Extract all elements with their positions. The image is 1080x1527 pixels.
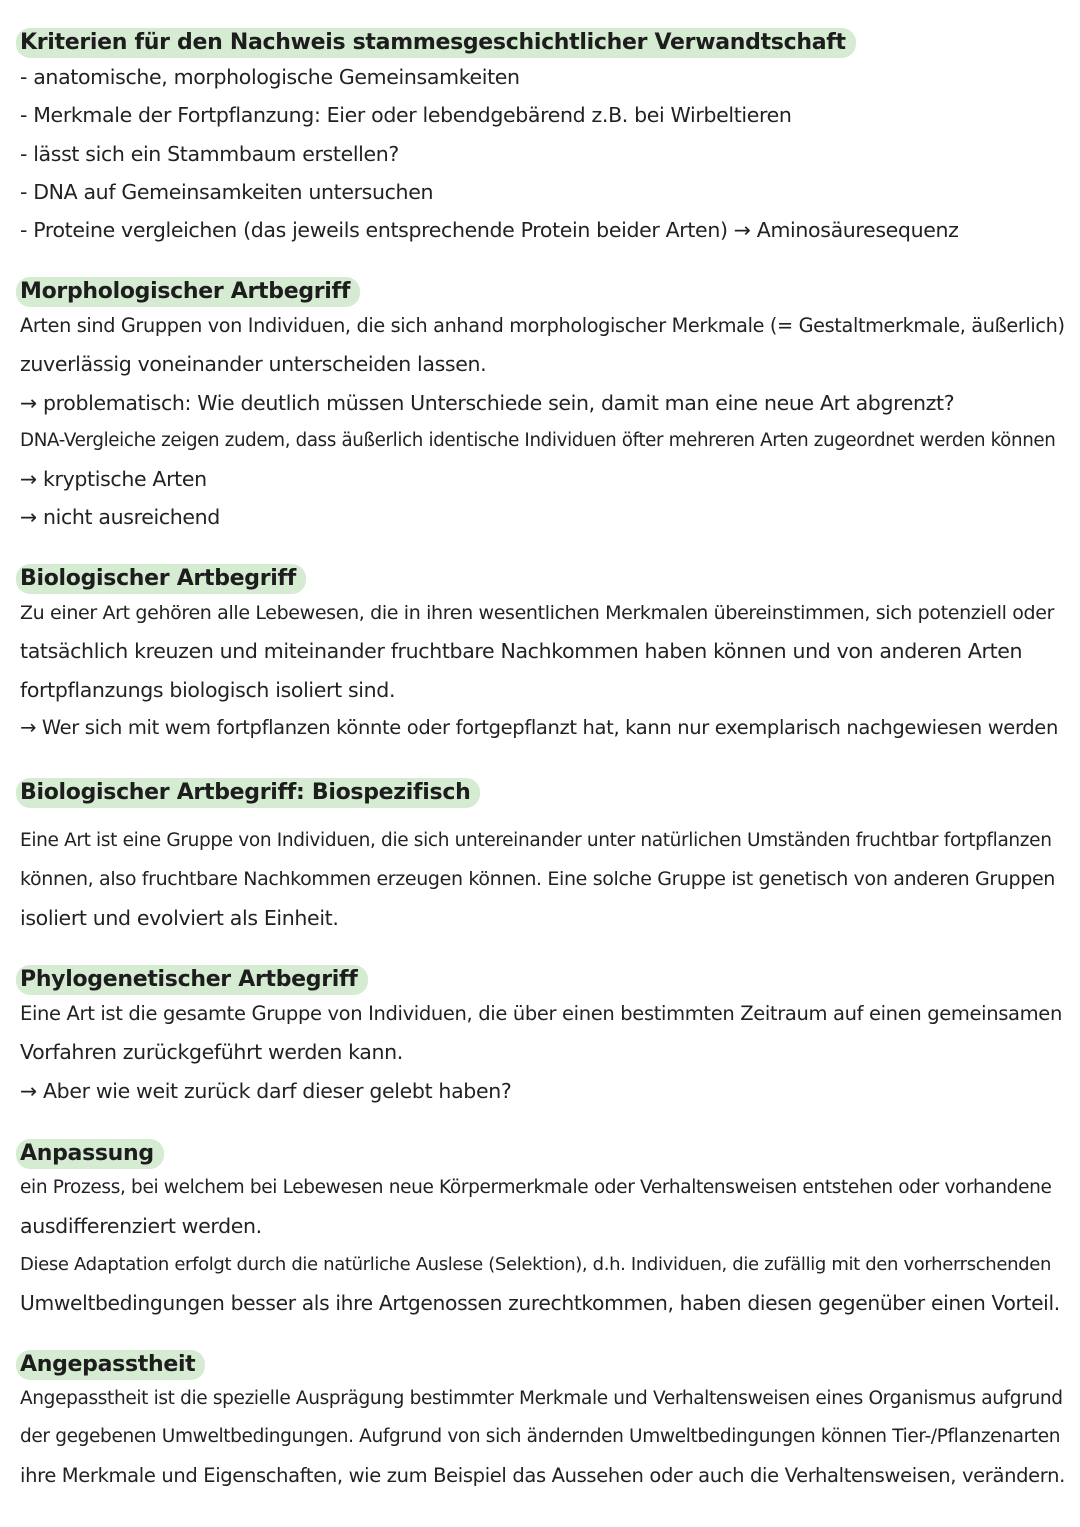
text-line: Eine Art ist eine Gruppe von Individuen, die sich untereinander unter natürlichen Umständen fruchtbar fortpflanzen xyxy=(20,830,1052,851)
text-line: DNA-Vergleiche zeigen zudem, dass äußerlich identische Individuen öfter mehreren Arten zugeordnet werden können xyxy=(20,429,1056,451)
section-phylogenetischer-artbegriff xyxy=(20,965,1065,1110)
text-line: Arten sind Gruppen von Individuen, die sich anhand morphologischer Merkmale (= Gestaltmerkmale, äußerlich) xyxy=(20,314,1065,337)
text-line: ausdifferenziert werden. xyxy=(20,1214,262,1239)
list-item: - lässt sich ein Stammbaum erstellen? xyxy=(20,141,399,166)
text-line: zuverlässig voneinander unterscheiden lassen. xyxy=(20,352,487,377)
section-heading: Anpassung xyxy=(16,1139,164,1169)
section-angepasstheit xyxy=(20,1350,1065,1495)
section-biospezifisch xyxy=(20,778,1065,937)
text-line: ein Prozess, bei welchem bei Lebewesen neue Körpermerkmale oder Verhaltensweisen entstehen oder vorhandene xyxy=(20,1177,1052,1198)
section-verwandtschaft xyxy=(20,28,1065,249)
section-heading: Kriterien für den Nachweis stammesgeschichtlicher Verwandtschaft xyxy=(16,28,856,58)
text-line: Vorfahren zurückgeführt werden kann. xyxy=(20,1040,403,1065)
text-line: Zu einer Art gehören alle Lebewesen, die in ihren wesentlichen Merkmalen übereinstimmen, sich potenziell oder xyxy=(20,602,1055,624)
text-line: fortpflanzungs biologisch isoliert sind. xyxy=(20,677,396,702)
section-morphologischer-artbegriff xyxy=(20,277,1065,537)
text-line: Angepasstheit ist die spezielle Ausprägung bestimmter Merkmale und Verhaltensweisen eines Organismus aufgrund xyxy=(20,1388,1063,1409)
text-line: Diese Adaptation erfolgt durch die natürliche Auslese (Selektion), d.h. Individuen, die zufällig mit den vorherrschenden xyxy=(20,1253,1052,1275)
text-line: isoliert und evolviert als Einheit. xyxy=(20,905,339,930)
text-line: → Aber wie weit zurück darf dieser gelebt haben? xyxy=(20,1078,512,1103)
section-heading: Biologischer Artbegriff xyxy=(16,564,306,594)
section-biologischer-artbegriff xyxy=(20,564,1065,747)
text-line: → Wer sich mit wem fortpflanzen könnte oder fortgepflanzt hat, kann nur exemplarisch nachgewiesen werden xyxy=(20,715,1058,739)
list-item: - DNA auf Gemeinsamkeiten untersuchen xyxy=(20,179,434,204)
text-line: → nicht ausreichend xyxy=(20,505,220,530)
section-anpassung xyxy=(20,1139,1065,1322)
list-item: - Proteine vergleichen (das jeweils entsprechende Protein beider Arten) → Aminosäuresequenz xyxy=(20,218,959,243)
list-item: - anatomische, morphologische Gemeinsamkeiten xyxy=(20,65,520,89)
list-item: - Merkmale der Fortpflanzung: Eier oder lebendgebärend z.B. bei Wirbeltieren xyxy=(20,103,792,128)
text-line: tatsächlich kreuzen und miteinander fruchtbare Nachkommen haben können und von anderen Arten xyxy=(20,639,1023,664)
section-heading: Angepasstheit xyxy=(16,1350,205,1380)
section-heading: Phylogenetischer Artbegriff xyxy=(16,965,368,995)
section-heading: Biologischer Artbegriff: Biospezifisch xyxy=(16,778,480,808)
text-line: können, also fruchtbare Nachkommen erzeugen können. Eine solche Gruppe ist genetisch von anderen Gruppen xyxy=(20,868,1055,891)
text-line: ihre Merkmale und Eigenschaften, wie zum Beispiel das Aussehen oder auch die Verhaltensweisen, verändern. xyxy=(20,1463,1065,1487)
text-line: Eine Art ist die gesamte Gruppe von Individuen, die über einen bestimmten Zeitraum auf einen gemeinsamen xyxy=(20,1002,1062,1025)
text-line: der gegebenen Umweltbedingungen. Aufgrund von sich ändernden Umweltbedingungen können Tier-/Pflanzenarten xyxy=(20,1426,1061,1448)
text-line: → kryptische Arten xyxy=(20,467,207,492)
section-heading: Morphologischer Artbegriff xyxy=(16,277,360,307)
text-line: → problematisch: Wie deutlich müssen Unterschiede sein, damit man eine neue Art abgrenzt? xyxy=(20,390,955,415)
text-line: Umweltbedingungen besser als ihre Artgenossen zurechtkommen, haben diesen gegenüber einen Vorteil. xyxy=(20,1290,1060,1315)
